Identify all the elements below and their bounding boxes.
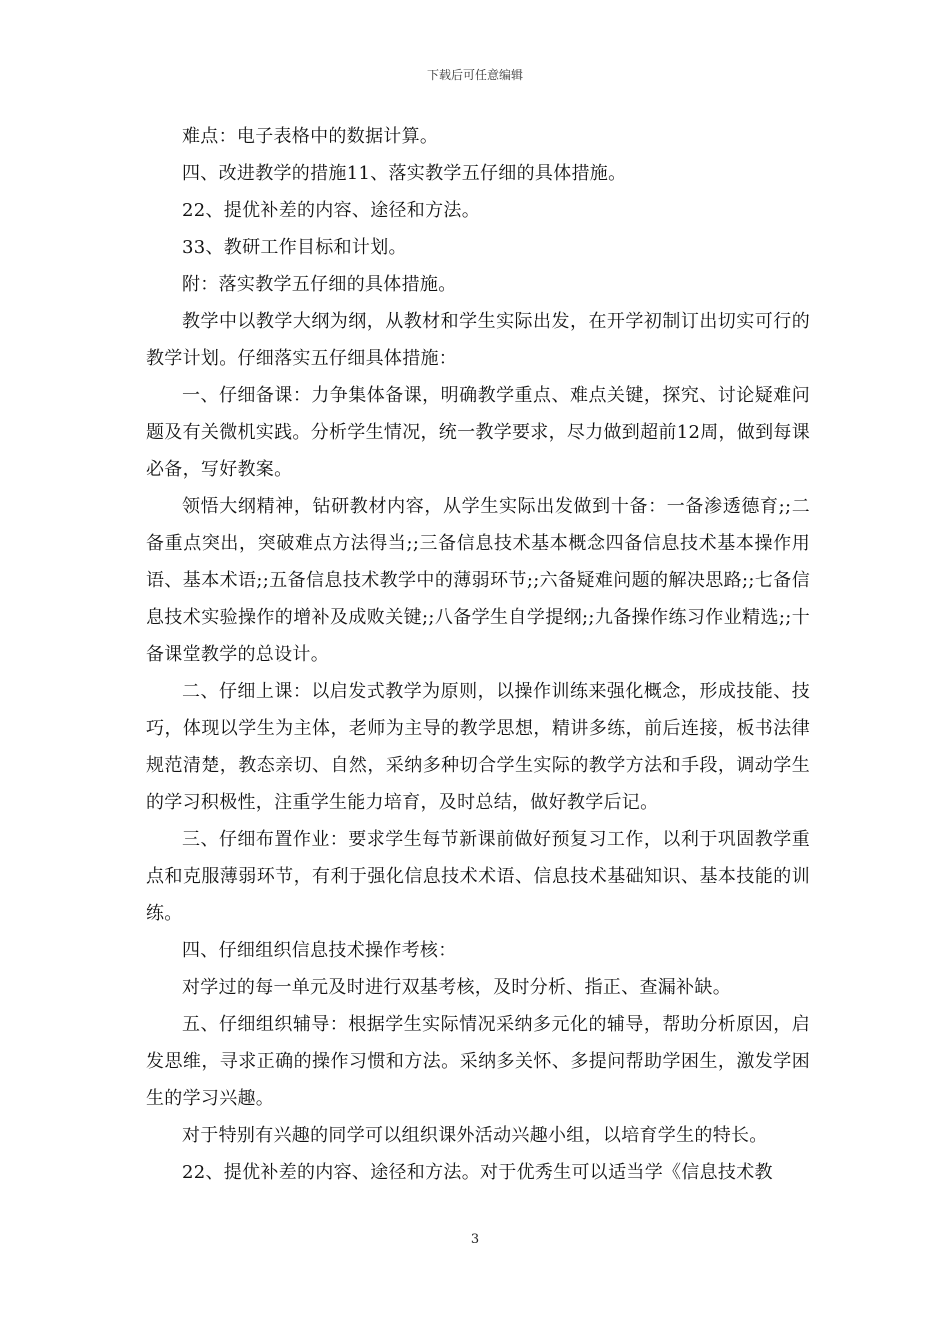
paragraph-ten-preparations: 领悟大纲精神，钻研教材内容，从学生实际出发做到十备：一备渗透德育;;二备重点突出，突破难点方法得当;;三备信息技术基本概念四备信息技术基本操作用语、基本术语;;五备信息技术教学中的薄弱环节;;六备疑难问题的解决思路;;七备信息技术实验操作的增补及成败关键;;八备学生自学提纲;;九备操作练习作业精选;;十备课堂教学的总设计。 [146,496,810,665]
paragraph-exam-heading: 四、仔细组织信息技术操作考核： [182,940,457,961]
body-text [146,118,810,1191]
paragraph-class-teaching: 二、仔细上课：以启发式教学为原则，以操作训练来强化概念，形成技能、技巧，体现以学生为主体，老师为主导的教学思想，精讲多练，前后连接，板书法律规范清楚，教态亲切、自然，采纳多种切合学生实际的教学方法和手段，调动学生的学习积极性，注重学生能力培育，及时总结，做好教学后记。 [146,681,810,813]
paragraph-homework: 三、仔细布置作业：要求学生每节新课前做好预复习工作，以利于巩固教学重点和克服薄弱环节，有利于强化信息技术术语、信息技术基础知识、基本技能的训练。 [146,829,810,924]
paragraph-lesson-prep: 一、仔细备课：力争集体备课，明确教学重点、难点关键，探究、讨论疑难问题及有关微机实践。分析学生情况，统一教学要求，尽力做到超前12周，做到每课必备，写好教案。 [146,385,811,480]
paragraph-item-33: 33、教研工作目标和计划。 [182,237,407,258]
paragraph-interest-group: 对于特别有兴趣的同学可以组织课外活动兴趣小组，以培育学生的特长。 [182,1125,768,1146]
paragraph-tutoring: 五、仔细组织辅导：根据学生实际情况采纳多元化的辅导，帮助分析原因，启发思维，寻求正确的操作习惯和方法。采纳多关怀、多提问帮助学困生，激发学困生的学习兴趣。 [146,1014,810,1109]
header-note: 下载后可任意编辑 [426,68,523,82]
paragraph-difficulty: 难点：电子表格中的数据计算。 [182,126,439,147]
paragraph-appendix: 附：落实教学五仔细的具体措施。 [182,274,457,295]
paragraph-unit-assessment: 对学过的每一单元及时进行双基考核，及时分析、指正、查漏补缺。 [182,977,731,998]
paragraph-advanced-students: 22、提优补差的内容、途径和方法。对于优秀生可以适当学《信息技术教 [182,1162,773,1183]
paragraph-item-22: 22、提优补差的内容、途径和方法。 [182,200,481,221]
paragraph-intro: 教学中以教学大纲为纲，从教材和学生实际出发，在开学初制订出切实可行的教学计划。仔细落实五仔细具体措施： [146,311,810,369]
page-number: 3 [470,1232,480,1247]
paragraph-section-4: 四、改进教学的措施11、落实教学五仔细的具体措施。 [182,163,627,184]
